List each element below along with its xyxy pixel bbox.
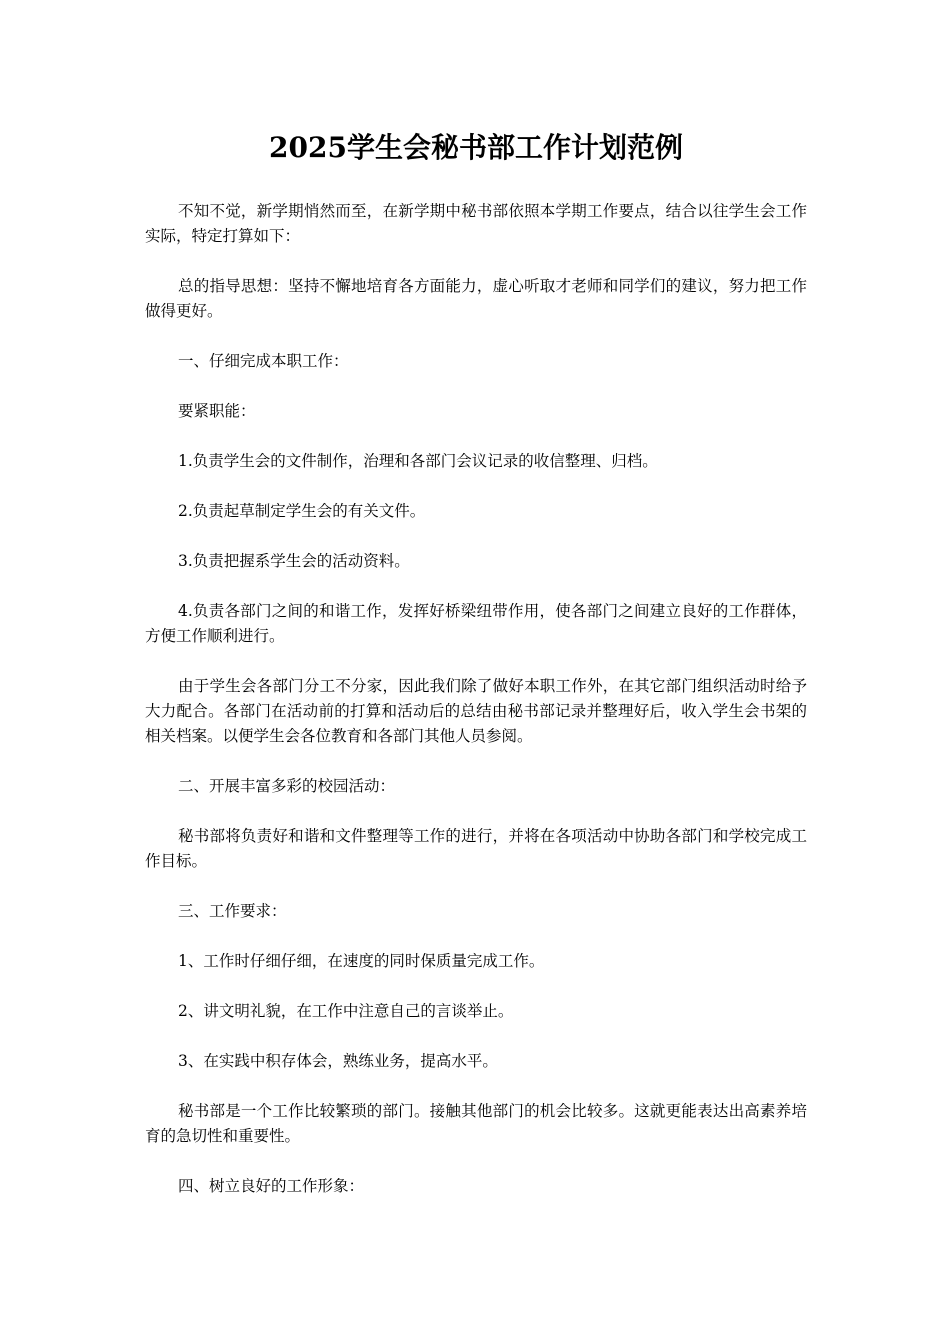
section-heading-1: 一、仔细完成本职工作： — [178, 352, 349, 370]
list-item-duty-3: 3.负责把握系学生会的活动资料。 — [178, 552, 410, 570]
list-item-duty-2: 2.负责起草制定学生会的有关文件。 — [178, 502, 426, 520]
paragraph-activities: 秘书部将负责好和谐和文件整理等工作的进行，并将在各项活动中协助各部门和学校完成工作目标。 — [145, 827, 807, 870]
list-item-duty-4: 4.负责各部门之间的和谐工作，发挥好桥梁纽带作用，使各部门之间建立良好的工作群体，方便工作顺利进行。 — [145, 602, 807, 645]
section-heading-4: 四、树立良好的工作形象： — [178, 1177, 365, 1195]
section-heading-2: 二、开展丰富多彩的校园活动： — [178, 777, 396, 795]
list-item-requirement-1: 1、工作时仔细仔细，在速度的同时保质量完成工作。 — [178, 952, 545, 970]
document-title: 2025学生会秘书部工作计划范例 — [269, 131, 683, 164]
paragraph-main-duties: 要紧职能： — [178, 402, 256, 420]
paragraph-intro: 不知不觉，新学期悄然而至，在新学期中秘书部依照本学期工作要点，结合以往学生会工作实际，特定打算如下： — [145, 202, 807, 245]
section-heading-3: 三、工作要求： — [178, 902, 287, 920]
list-item-requirement-3: 3、在实践中积存体会，熟练业务，提高水平。 — [178, 1052, 498, 1070]
paragraph-cooperation: 由于学生会各部门分工不分家，因此我们除了做好本职工作外，在其它部门组织活动时给予大力配合。各部门在活动前的打算和活动后的总结由秘书部记录并整理好后，收入学生会书架的相关档案。以便学生会各位教育和各部门其他人员参阅。 — [145, 677, 807, 745]
list-item-duty-1: 1.负责学生会的文件制作，治理和各部门会议记录的收信整理、归档。 — [178, 452, 658, 470]
paragraph-department-note: 秘书部是一个工作比较繁琐的部门。接触其他部门的机会比较多。这就更能表达出高素养培育的急切性和重要性。 — [145, 1102, 807, 1145]
list-item-requirement-2: 2、讲文明礼貌，在工作中注意自己的言谈举止。 — [178, 1002, 514, 1020]
paragraph-guiding-idea: 总的指导思想：坚持不懈地培育各方面能力，虚心听取才老师和同学们的建议，努力把工作做得更好。 — [145, 277, 807, 320]
